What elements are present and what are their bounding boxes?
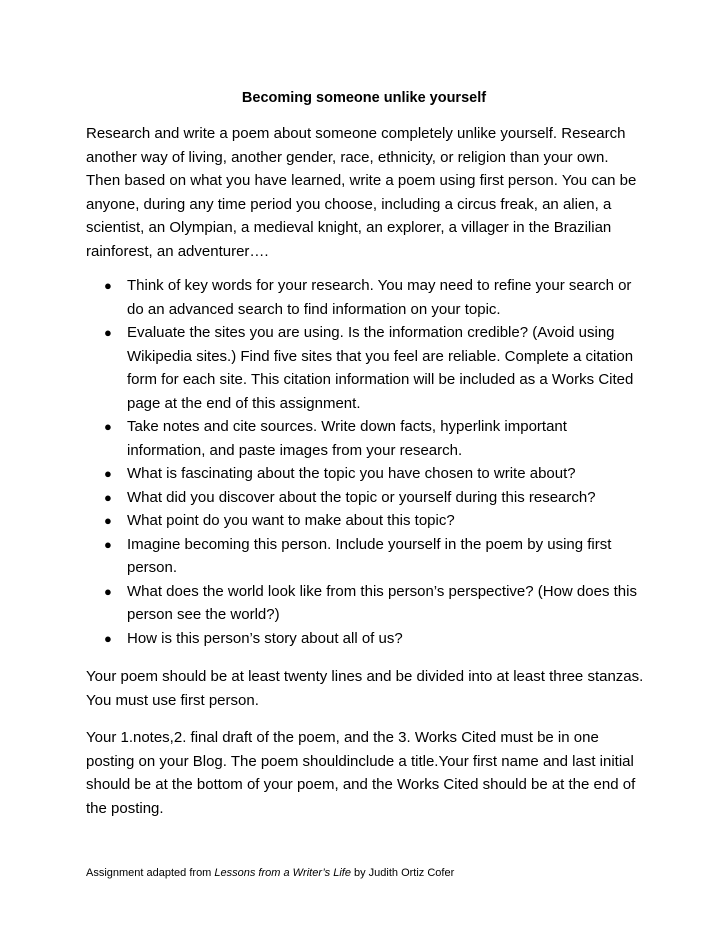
list-item — [86, 627, 646, 651]
list-item — [86, 462, 646, 486]
list-item-text: What does the world look like from this person’s perspective? (How does this person see the world?) — [127, 582, 637, 623]
list-item — [86, 509, 646, 533]
list-item-text: How is this person’s story about all of us? — [127, 629, 403, 647]
list-item-text: Take notes and cite sources. Write down facts, hyperlink important information, and paste images from your research. — [127, 418, 567, 459]
footer-suffix: by Judith Ortiz Cofer — [350, 867, 455, 879]
list-item-text: Evaluate the sites you are using. Is the information credible? (Avoid using Wikipedia sites.) Find five sites that you feel are reliable. Complete a citation form for each site. This citation information will be included as a Works Cited page at the end of this assignment. — [127, 324, 634, 412]
attribution-footer — [86, 866, 686, 880]
bullet-dot-icon: ● — [104, 489, 112, 505]
footer-prefix: Assignment adapted from — [86, 867, 215, 879]
list-item — [86, 486, 646, 510]
list-item — [86, 580, 646, 627]
bullet-dot-icon: ● — [104, 466, 112, 481]
bullet-dot-icon: ● — [104, 536, 112, 552]
list-item-text: Imagine becoming this person. Include yourself in the poem by using first person. — [127, 535, 612, 576]
length-requirement-paragraph: Your poem should be at least twenty lines and be divided into at least three stanzas. You must use first person. — [86, 668, 644, 709]
bullet-dot-icon: ● — [104, 325, 112, 340]
list-item — [86, 533, 646, 580]
list-item-text: What point do you want to make about this topic? — [127, 512, 455, 529]
list-item-text: Think of key words for your research. You may need to refine your search or do an advanced search to find information on your topic. — [127, 277, 632, 318]
intro-paragraph: Research and write a poem about someone completely unlike yourself. Research another way of living, another gender, race, ethnicity, or religion than your own. Then based on what you have learned, write a poem using first person. You can be anyone, during any time period you choose, including a circus freak, an alien, a scientist, an Olympian, a medieval knight, an explorer, a villager in the Brazilian rainforest, an adventurer…. — [86, 125, 637, 260]
page-title: Becoming someone unlike yourself — [241, 90, 487, 106]
bullet-dot-icon: ● — [104, 419, 112, 434]
footer-book-title: Lessons from a Writer’s Life — [214, 867, 351, 879]
list-item-text: What did you discover about the topic or yourself during this research? — [127, 488, 596, 506]
list-item-text: What is fascinating about the topic you have chosen to write about? — [127, 465, 576, 482]
list-item — [86, 415, 646, 462]
bullet-dot-icon: ● — [104, 513, 112, 528]
submission-paragraph: Your 1.notes,2. final draft of the poem, and the 3. Works Cited must be in one posting on your Blog. The poem shouldinclude a title.Your first name and last initial should be at the bottom of your poem, and the Works Cited should be at the end of the posting. — [86, 729, 636, 817]
list-item — [86, 274, 646, 321]
bullet-dot-icon: ● — [104, 583, 112, 599]
bullet-dot-icon: ● — [104, 278, 112, 293]
bullet-dot-icon: ● — [104, 630, 112, 646]
bullet-list — [86, 274, 646, 650]
list-item — [86, 321, 646, 415]
